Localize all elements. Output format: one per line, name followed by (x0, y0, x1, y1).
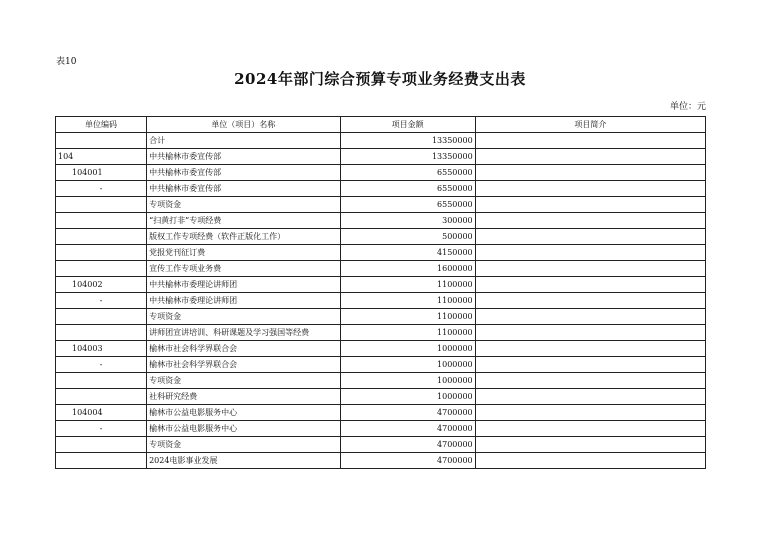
table-row (56, 229, 706, 245)
description-cell (475, 261, 705, 277)
table-row (56, 197, 706, 213)
unit-name-cell: 讲师团宣讲培训、科研课题及学习强国等经费 (147, 325, 340, 341)
description-cell (475, 213, 705, 229)
amount-cell: 6550000 (340, 181, 475, 197)
description-cell (475, 149, 705, 165)
unit-code-cell: 104 (56, 149, 147, 165)
amount-cell: 4700000 (340, 437, 475, 453)
unit-code-cell (56, 133, 147, 149)
table-row (56, 181, 706, 197)
unit-code-cell (56, 437, 147, 453)
amount-cell: 1000000 (340, 389, 475, 405)
page-title: 2024年部门综合预算专项业务经费支出表 (234, 70, 526, 88)
amount-cell: 1000000 (340, 357, 475, 373)
table-row (56, 133, 706, 149)
table-row (56, 437, 706, 453)
unit-code-cell (56, 197, 147, 213)
unit-code-cell (56, 325, 147, 341)
unit-name-cell: 版权工作专项经费（软件正版化工作） (147, 229, 340, 245)
amount-cell: 6550000 (340, 165, 475, 181)
description-cell (475, 165, 705, 181)
unit-name-cell: 专项资金 (147, 373, 340, 389)
amount-cell: 1100000 (340, 309, 475, 325)
unit-code-cell: - (56, 293, 147, 309)
amount-cell: 1000000 (340, 341, 475, 357)
table-row (56, 213, 706, 229)
header-description: 项目简介 (475, 117, 705, 133)
table-row (56, 261, 706, 277)
table-row (56, 341, 706, 357)
table-row (56, 357, 706, 373)
unit-name-cell: “扫黄打非”专项经费 (147, 213, 340, 229)
unit-name-cell: 社科研究经费 (147, 389, 340, 405)
header-unit-code: 单位编码 (56, 117, 147, 133)
description-cell (475, 389, 705, 405)
amount-cell: 6550000 (340, 197, 475, 213)
unit-code-cell: 104002 (56, 277, 147, 293)
unit-name-cell: 宣传工作专项业务费 (147, 261, 340, 277)
unit-code-cell (56, 229, 147, 245)
table-row (56, 245, 706, 261)
amount-cell: 13350000 (340, 149, 475, 165)
budget-table (55, 116, 706, 469)
table-row (56, 325, 706, 341)
unit-code-cell (56, 309, 147, 325)
amount-cell: 300000 (340, 213, 475, 229)
description-cell (475, 133, 705, 149)
amount-cell: 13350000 (340, 133, 475, 149)
unit-name-cell: 榆林市公益电影服务中心 (147, 405, 340, 421)
unit-code-cell (56, 389, 147, 405)
amount-cell: 4150000 (340, 245, 475, 261)
description-cell (475, 277, 705, 293)
header-unit-name: 单位（项目）名称 (147, 117, 340, 133)
description-cell (475, 293, 705, 309)
unit-name-cell: 中共榆林市委理论讲师团 (147, 293, 340, 309)
description-cell (475, 357, 705, 373)
table-header-row (56, 117, 706, 133)
description-cell (475, 437, 705, 453)
description-cell (475, 197, 705, 213)
unit-name-cell: 榆林市公益电影服务中心 (147, 421, 340, 437)
unit-name-cell: 中共榆林市委理论讲师团 (147, 277, 340, 293)
table-row (56, 405, 706, 421)
header-amount: 项目金额 (340, 117, 475, 133)
table-row (56, 149, 706, 165)
table-row (56, 309, 706, 325)
unit-name-cell: 党报党刊征订费 (147, 245, 340, 261)
unit-name-cell: 榆林市社会科学界联合会 (147, 357, 340, 373)
unit-code-cell (56, 373, 147, 389)
table-body (56, 133, 706, 469)
table-row (56, 389, 706, 405)
amount-cell: 1100000 (340, 277, 475, 293)
amount-cell: 4700000 (340, 421, 475, 437)
table-row (56, 421, 706, 437)
unit-code-cell: - (56, 181, 147, 197)
table-row (56, 373, 706, 389)
unit-name-cell: 2024电影事业发展 (147, 453, 340, 469)
amount-cell: 4700000 (340, 453, 475, 469)
description-cell (475, 341, 705, 357)
unit-name-cell: 专项资金 (147, 437, 340, 453)
description-cell (475, 373, 705, 389)
amount-cell: 1100000 (340, 325, 475, 341)
amount-cell: 1600000 (340, 261, 475, 277)
unit-name-cell: 合计 (147, 133, 340, 149)
unit-code-cell (56, 453, 147, 469)
amount-cell: 4700000 (340, 405, 475, 421)
description-cell (475, 325, 705, 341)
table-row (56, 165, 706, 181)
unit-label: 单位：元 (669, 102, 706, 112)
unit-code-cell: 104003 (56, 341, 147, 357)
description-cell (475, 453, 705, 469)
unit-code-cell (56, 261, 147, 277)
description-cell (475, 245, 705, 261)
table-row (56, 453, 706, 469)
description-cell (475, 229, 705, 245)
table-row (56, 293, 706, 309)
description-cell (475, 309, 705, 325)
unit-code-cell: - (56, 357, 147, 373)
description-cell (475, 405, 705, 421)
unit-name-cell: 榆林市社会科学界联合会 (147, 341, 340, 357)
description-cell (475, 181, 705, 197)
table-row (56, 277, 706, 293)
amount-cell: 500000 (340, 229, 475, 245)
unit-name-cell: 中共榆林市委宣传部 (147, 181, 340, 197)
unit-code-cell (56, 245, 147, 261)
unit-name-cell: 专项资金 (147, 197, 340, 213)
unit-code-cell (56, 213, 147, 229)
unit-code-cell: - (56, 421, 147, 437)
unit-code-cell: 104001 (56, 165, 147, 181)
unit-code-cell: 104004 (56, 405, 147, 421)
unit-name-cell: 中共榆林市委宣传部 (147, 165, 340, 181)
amount-cell: 1000000 (340, 373, 475, 389)
table-number: 表10 (56, 57, 77, 67)
amount-cell: 1100000 (340, 293, 475, 309)
unit-name-cell: 中共榆林市委宣传部 (147, 149, 340, 165)
unit-name-cell: 专项资金 (147, 309, 340, 325)
description-cell (475, 421, 705, 437)
